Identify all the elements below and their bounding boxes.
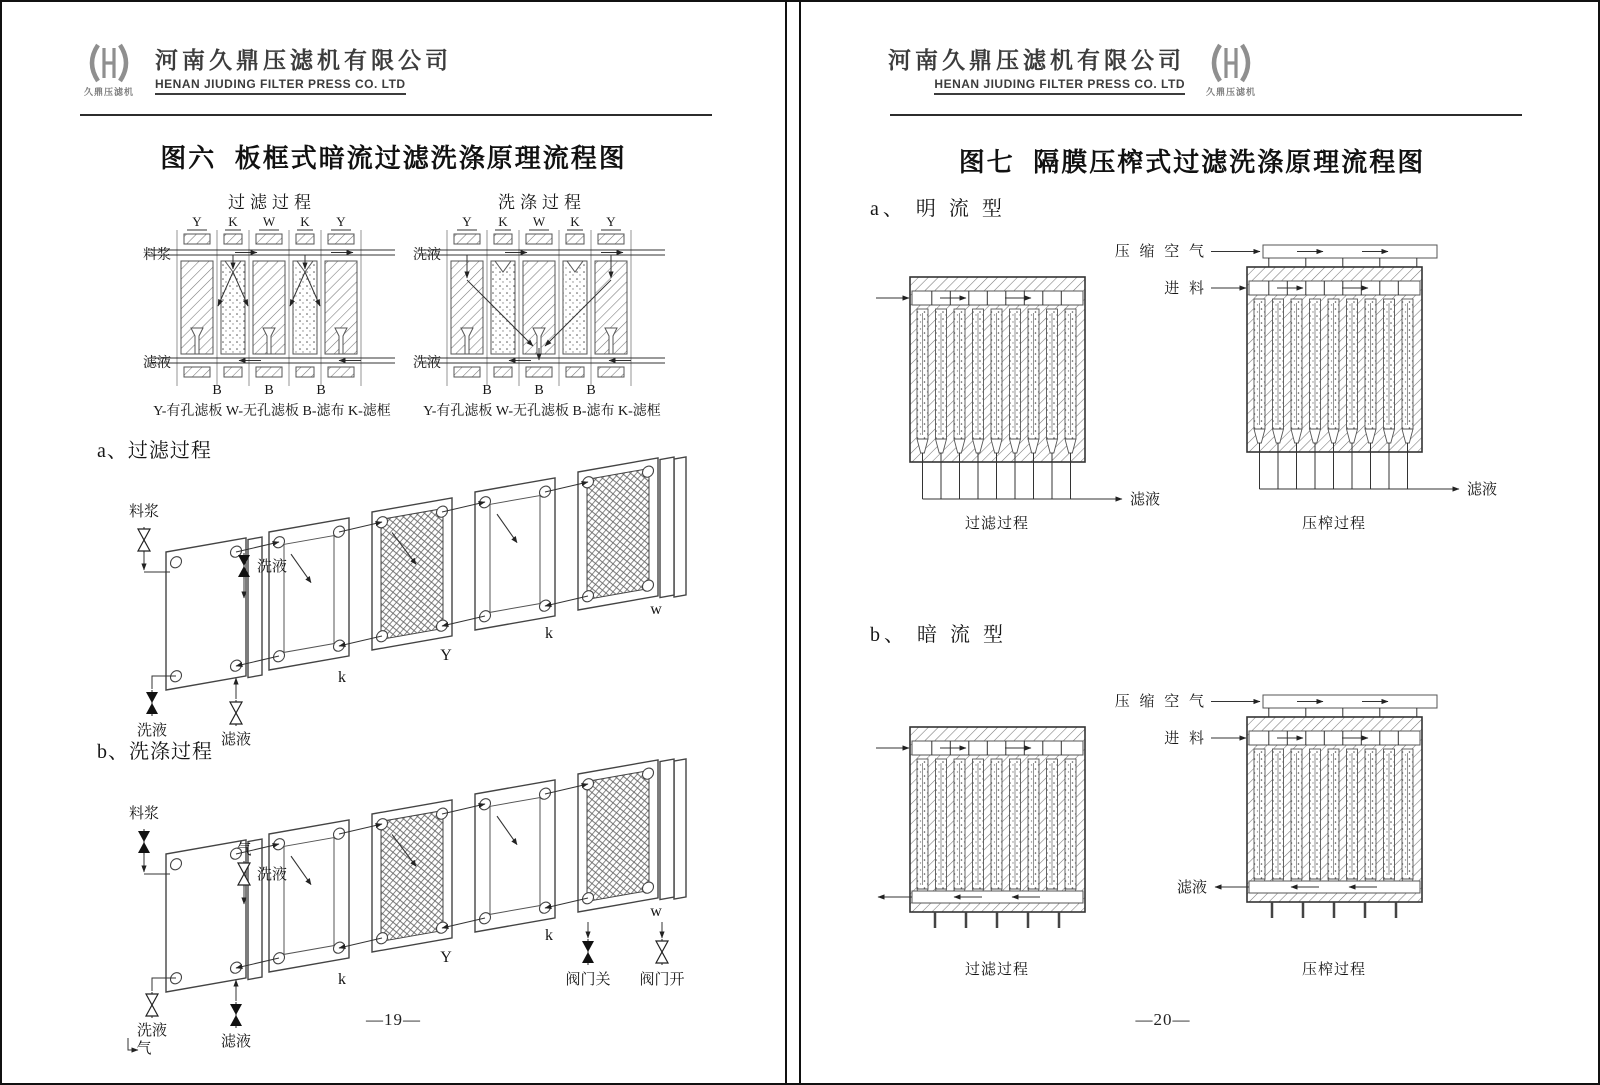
plate-tag: k — [545, 625, 553, 642]
chamber — [973, 309, 984, 453]
wash-channel — [419, 250, 665, 255]
plate-tag: Y — [440, 949, 452, 966]
filter-frame — [269, 820, 349, 972]
cloth-label: B — [534, 383, 544, 398]
chamber — [1402, 749, 1413, 893]
cross-section-filter — [137, 214, 407, 398]
chamber — [991, 759, 1002, 903]
company-name-block — [888, 42, 1185, 95]
chamber — [1273, 749, 1284, 893]
chamber — [1010, 759, 1021, 903]
tail-plate — [578, 453, 686, 614]
filter-frame — [269, 518, 349, 670]
compressed-air-label: 压 缩 空 气 — [1114, 244, 1207, 260]
air-manifold — [1263, 245, 1437, 258]
header-rule — [80, 114, 712, 116]
filtrate-label: 滤液 — [1176, 880, 1207, 896]
chamber — [917, 309, 928, 453]
chamber — [1010, 309, 1021, 453]
page-divider-left — [785, 2, 787, 1083]
filter-plate — [372, 498, 452, 650]
plate-bodies — [181, 261, 357, 354]
cloth-label: B — [482, 383, 492, 398]
chamber — [1065, 759, 1076, 903]
cloth-label: B — [212, 383, 222, 398]
stack-feet — [1272, 902, 1396, 918]
left-page-header — [77, 42, 452, 98]
right-page-header — [888, 42, 1263, 98]
company-logo — [1199, 42, 1263, 98]
filter-legend-caption: Y-有孔滤板 W-无孔滤板 B-滤布 K-滤框 — [153, 404, 391, 419]
plate-bodies — [451, 261, 627, 354]
b-filter-caption: 过滤过程 — [964, 962, 1029, 978]
chamber — [1402, 299, 1413, 443]
plate-label: K — [570, 214, 580, 229]
filtrate-label: 滤液 — [1467, 482, 1498, 498]
chamber — [936, 309, 947, 453]
chamber — [954, 309, 965, 453]
filtrate-label: 滤液 — [220, 1034, 252, 1050]
cross-section-wash — [407, 214, 677, 398]
chamber — [1384, 749, 1395, 893]
plate-label: Y — [606, 214, 616, 229]
feed-label: 料浆 — [128, 504, 160, 520]
plate-tag: k — [338, 669, 346, 686]
feed-channel — [912, 291, 1083, 305]
open-valve-icon — [656, 939, 668, 965]
plate-label: Y — [336, 214, 346, 229]
filtrate-label: 滤液 — [220, 732, 252, 748]
closed-valve-icon — [138, 829, 150, 855]
chamber — [954, 759, 965, 903]
chamber — [936, 759, 947, 903]
section-a-heading: a、 明 流 型 — [870, 198, 1006, 220]
plate-heads-bottom — [184, 367, 354, 377]
filter-process-heading: 过滤过程 — [228, 193, 316, 212]
closedflow-pressing-diagram — [1114, 687, 1507, 999]
feed-label: 料浆 — [128, 806, 160, 822]
filter-plate — [372, 800, 452, 952]
feed-label: 进 料 — [1164, 731, 1207, 747]
chamber — [1347, 749, 1358, 893]
chamber — [1384, 299, 1395, 443]
valve-closed-label: 阀门关 — [565, 972, 611, 988]
cloth-label: B — [264, 383, 274, 398]
valve-open-label: 阀门开 — [639, 972, 685, 988]
inlet-label: 料浆 — [143, 248, 171, 263]
logo-text: 久鼎压滤机 — [83, 87, 134, 97]
chamber — [1365, 749, 1376, 893]
exploded-filtration-diagram — [94, 452, 739, 747]
feed-channel — [912, 741, 1083, 755]
wash-bottom-label: 洗液 — [136, 723, 168, 739]
wash-process-heading: 洗涤过程 — [498, 193, 586, 212]
plate-label: W — [262, 214, 276, 229]
logo-mark-icon — [1205, 42, 1257, 84]
section-b-heading: b、洗涤过程 — [97, 741, 213, 763]
inlet-label: 洗液 — [413, 248, 441, 263]
plate-tag: Y — [440, 647, 452, 664]
stack-feet — [935, 912, 1059, 928]
header-rule — [890, 114, 1522, 116]
chamber — [1047, 759, 1058, 903]
plate-label: K — [498, 214, 508, 229]
feed-channel — [1249, 731, 1420, 745]
company-name-en: HENAN JIUDING FILTER PRESS CO. LTD — [934, 77, 1185, 95]
plate-label: Y — [462, 214, 472, 229]
filtrate-channel — [1249, 881, 1420, 893]
company-name-cn: 河南久鼎压滤机有限公司 — [155, 47, 452, 73]
chamber — [1365, 299, 1376, 443]
plate-label: W — [532, 214, 546, 229]
chamber — [1310, 749, 1321, 893]
air-bottom-label: 气 — [136, 1041, 152, 1057]
chamber — [1328, 749, 1339, 893]
plate-label: K — [300, 214, 310, 229]
chamber — [1291, 299, 1302, 443]
feed-channel — [1249, 281, 1420, 295]
company-name-en: HENAN JIUDING FILTER PRESS CO. LTD — [155, 77, 406, 95]
plate-heads-top — [454, 234, 624, 244]
chamber — [1347, 299, 1358, 443]
filtrate-channel — [912, 891, 1083, 903]
section-b-heading: b、 暗 流 型 — [870, 624, 1007, 646]
feed-label: 进 料 — [1164, 281, 1207, 297]
openflow-pressing-diagram — [1114, 237, 1507, 549]
chamber — [1273, 299, 1284, 443]
company-logo — [77, 42, 141, 98]
valve-legend — [540, 918, 720, 992]
figure7-title: 图七 隔膜压榨式过滤洗涤原理流程图 — [958, 147, 1426, 177]
filter-frame — [475, 780, 555, 932]
plate-tag: w — [650, 903, 662, 920]
outlet-label: 滤液 — [143, 356, 171, 371]
cloth-label: B — [586, 383, 596, 398]
company-name-cn: 河南久鼎压滤机有限公司 — [888, 47, 1185, 73]
wash-bottom-label: 洗液 — [136, 1023, 168, 1039]
filtrate-label: 滤液 — [1130, 492, 1161, 508]
chamber — [1028, 309, 1039, 453]
b-press-caption: 压榨过程 — [1301, 962, 1366, 978]
end-plate — [166, 837, 262, 994]
chamber — [1028, 759, 1039, 903]
closed-valve-icon — [146, 690, 158, 716]
a-press-caption: 压榨过程 — [1301, 516, 1366, 532]
logo-text: 久鼎压滤机 — [1205, 87, 1256, 97]
chamber — [1047, 309, 1058, 453]
open-valve-icon — [138, 527, 150, 553]
chamber — [1065, 309, 1076, 453]
chamber — [973, 759, 984, 903]
chamber — [1310, 299, 1321, 443]
right-page-number: —20— — [1135, 1010, 1191, 1029]
filter-frame — [475, 478, 555, 630]
chamber — [917, 759, 928, 903]
chamber — [1254, 299, 1265, 443]
section-a-heading: a、过滤过程 — [97, 440, 212, 462]
plate-label: Y — [192, 214, 202, 229]
compressed-air-label: 压 缩 空 气 — [1114, 694, 1207, 710]
open-valve-icon — [230, 700, 242, 726]
outlet-label: 洗液 — [413, 356, 441, 371]
air-manifold — [1263, 695, 1437, 708]
company-name-block — [155, 42, 452, 95]
plate-tag: k — [338, 971, 346, 988]
wash-top-label: 洗液 — [257, 867, 288, 883]
closed-valve-icon — [582, 939, 594, 965]
chamber — [991, 309, 1002, 453]
logo-mark-icon — [83, 42, 135, 84]
chamber — [1328, 299, 1339, 443]
plate-label: K — [228, 214, 238, 229]
wash-legend-caption: Y-有孔滤板 W-无孔滤板 B-滤布 K-滤框 — [423, 404, 661, 419]
a-filter-caption: 过滤过程 — [964, 516, 1029, 532]
tail-plate — [578, 755, 686, 916]
figure6-title: 图六 板框式暗流过滤洗涤原理流程图 — [160, 143, 627, 173]
cloth-label: B — [316, 383, 326, 398]
plate-tag: w — [650, 601, 662, 618]
chamber — [1254, 749, 1265, 893]
plate-heads-top — [184, 234, 354, 244]
air-top-label: 气 — [236, 842, 252, 858]
chamber — [1291, 749, 1302, 893]
plate-heads-bottom — [454, 367, 624, 377]
plate-tag: k — [545, 927, 553, 944]
wash-top-label: 洗液 — [257, 559, 288, 575]
feed-channel — [149, 250, 395, 255]
left-page-number: —19— — [366, 1010, 421, 1029]
